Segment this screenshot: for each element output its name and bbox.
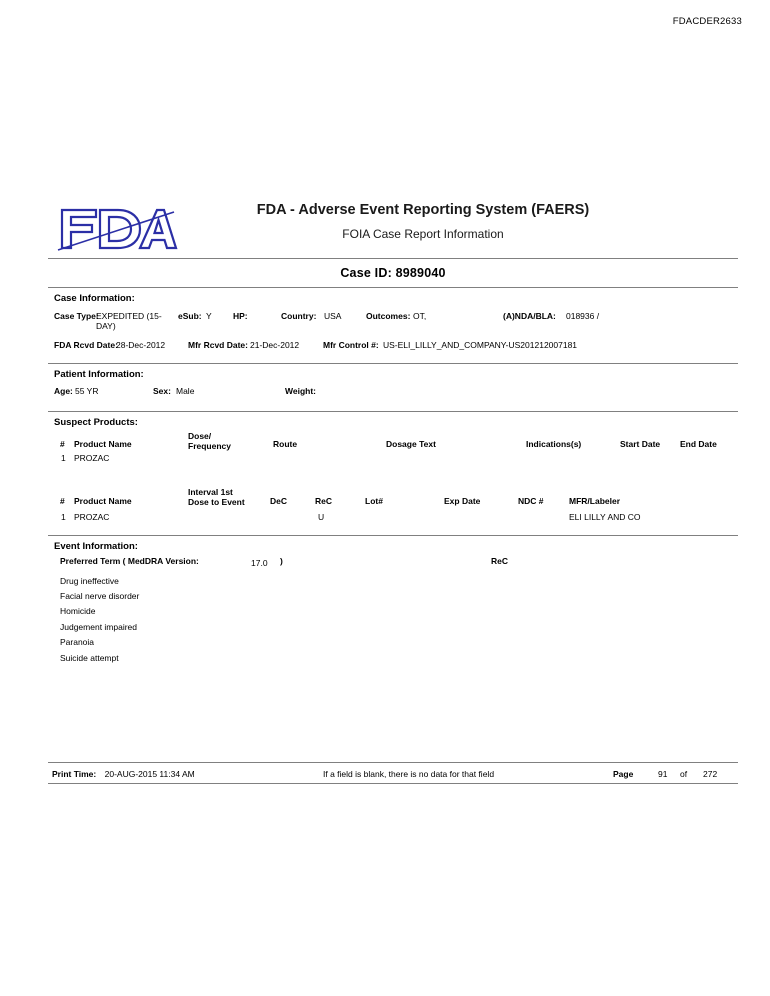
mfr-rcvd-date-label: Mfr Rcvd Date: [188, 340, 248, 350]
case-id-line: Case ID: 8989040 [340, 266, 446, 280]
outcomes-value: OT, [413, 311, 427, 321]
col-header-dose-frequency-line1: Dose/ [188, 431, 212, 441]
meddra-version-value: 17.0 [251, 558, 268, 568]
col-header-ndc: NDC # [518, 496, 544, 506]
fda-rcvd-date-value: 28-Dec-2012 [116, 340, 166, 350]
col-header-product-name-2: Product Name [74, 496, 132, 506]
col-header-mfr-labeler: MFR/Labeler [569, 496, 621, 506]
age-label: Age: [54, 386, 73, 396]
fda-logo-icon [56, 204, 178, 252]
col-header-dosage-text: Dosage Text [386, 439, 436, 449]
table-row-rec: U [318, 512, 325, 522]
event-information-body [48, 555, 738, 675]
col-header-exp-date: Exp Date [444, 496, 481, 506]
weight-label: Weight: [285, 386, 317, 396]
page-of-label: of [680, 769, 688, 779]
preferred-term-close-paren: ) [280, 556, 283, 566]
report-subtitle: FOIA Case Report Information [342, 227, 504, 241]
table-row-product-name-2: PROZAC [74, 512, 110, 522]
case-type-value-line2: DAY) [96, 321, 116, 331]
patient-information-heading: Patient Information: [54, 369, 144, 380]
list-item: Homicide [60, 606, 96, 616]
case-information-heading: Case Information: [54, 293, 135, 304]
page-total: 272 [703, 769, 718, 779]
list-item: Paranoia [60, 637, 95, 647]
age-value: 55 YR [75, 386, 99, 396]
col-header-number-2: # [60, 496, 65, 506]
table-row-product-name: PROZAC [74, 453, 110, 463]
sex-value: Male [176, 386, 195, 396]
mfr-control-value: US-ELI_LILLY_AND_COMPANY-US201212007181 [383, 340, 578, 350]
report-header [48, 200, 738, 258]
table-row-number: 1 [61, 453, 66, 463]
preferred-term-label: Preferred Term ( MedDRA Version: [60, 556, 199, 566]
col-header-interval-line2: Dose to Event [188, 497, 245, 507]
outcomes-label: Outcomes: [366, 311, 411, 321]
anda-bla-value: 018936 / [566, 311, 600, 321]
col-header-lot: Lot# [365, 496, 383, 506]
col-header-number-1: # [60, 439, 65, 449]
col-header-end-date: End Date [680, 439, 717, 449]
col-header-start-date: Start Date [620, 439, 661, 449]
print-time-label: Print Time: [52, 769, 97, 779]
esub-value: Y [206, 311, 212, 321]
table-row-number-2: 1 [61, 512, 66, 522]
list-item: Suicide attempt [60, 653, 119, 663]
mfr-rcvd-date-value: 21-Dec-2012 [250, 340, 300, 350]
divider-footer-bottom [48, 783, 738, 784]
col-header-dose-frequency-line2: Frequency [188, 441, 231, 451]
footer-row [48, 763, 738, 783]
page-label: Page [613, 769, 634, 779]
case-type-value-line1: EXPEDITED (15- [96, 311, 162, 321]
col-header-route: Route [273, 439, 298, 449]
report-title: FDA - Adverse Event Reporting System (FAERS) [256, 202, 590, 218]
footer-note: If a field is blank, there is no data for that field [323, 769, 495, 779]
col-header-interval-line1: Interval 1st [188, 487, 233, 497]
event-information-heading: Event Information: [54, 541, 138, 552]
list-item: Drug ineffective [60, 576, 119, 586]
table-row-mfr-labeler: ELI LILLY AND CO [569, 512, 641, 522]
page-footer [48, 762, 738, 784]
print-time-value: 20-AUG-2015 11:34 AM [104, 769, 195, 779]
page-number: 91 [658, 769, 668, 779]
list-item: Judgement impaired [60, 622, 138, 632]
suspect-products-body [48, 431, 738, 535]
fda-rcvd-date-label: FDA Rcvd Date: [54, 340, 118, 350]
print-time-block [52, 769, 195, 779]
sex-label: Sex: [153, 386, 171, 396]
suspect-products-heading: Suspect Products: [54, 417, 138, 428]
esub-label: eSub: [178, 311, 202, 321]
mfr-control-label: Mfr Control #: [323, 340, 379, 350]
list-item: Facial nerve disorder [60, 591, 140, 601]
anda-bla-label: (A)NDA/BLA: [503, 311, 556, 321]
case-information-body [48, 307, 738, 363]
hp-label: HP: [233, 311, 248, 321]
case-type-label: Case Type: [54, 311, 99, 321]
col-header-dec: DeC [270, 496, 288, 506]
col-header-rec-event: ReC [491, 556, 509, 566]
country-label: Country: [281, 311, 317, 321]
document-id: FDACDER2633 [672, 16, 742, 27]
patient-information-body [48, 383, 738, 411]
col-header-product-name-1: Product Name [74, 439, 132, 449]
report-body [48, 200, 738, 675]
country-value: USA [324, 311, 342, 321]
col-header-indications: Indications(s) [526, 439, 582, 449]
col-header-rec: ReC [315, 496, 333, 506]
